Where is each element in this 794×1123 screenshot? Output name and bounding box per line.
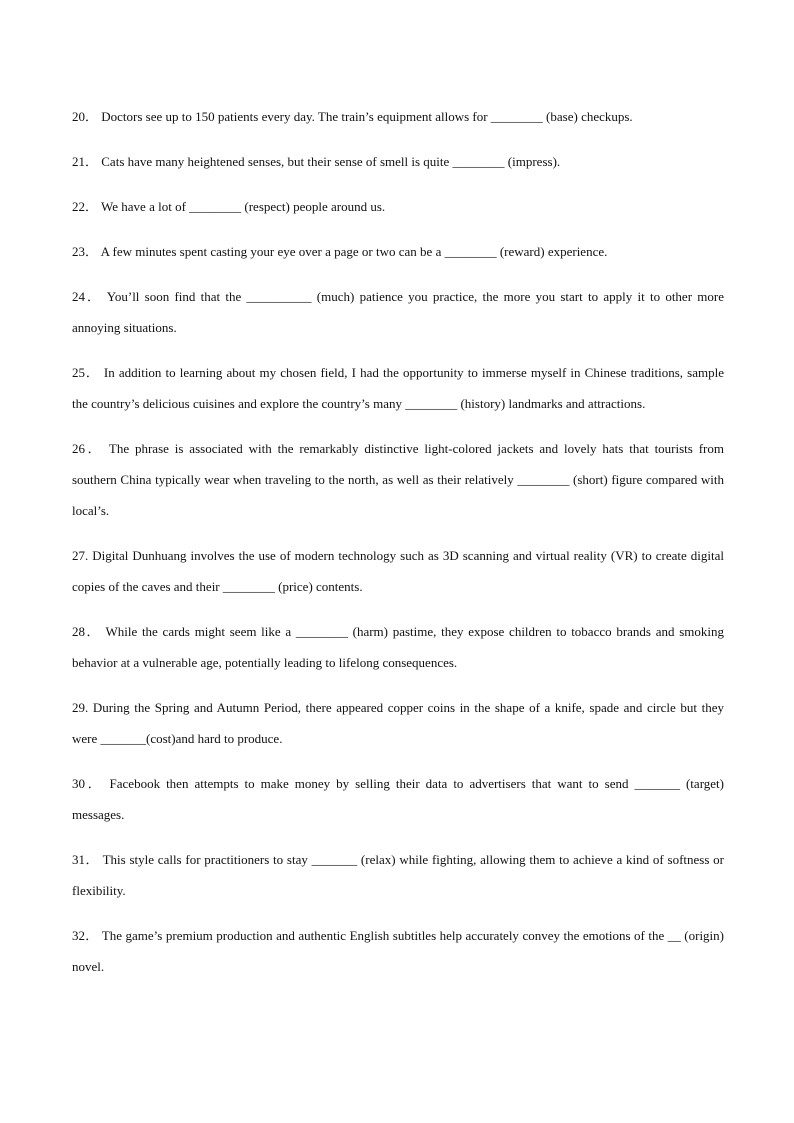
question-22 — [72, 191, 724, 222]
question-number: 24． — [72, 289, 102, 304]
question-number: 29. — [72, 700, 89, 715]
question-number: 27. — [72, 548, 89, 563]
question-text: The phrase is associated with the remarkably distinctive light-colored jackets and lovely hats that tourists from southern China typically wear when traveling to the north, as well as their relatively ________ (short) figure compared with local’s. — [72, 441, 724, 518]
question-text: Doctors see up to 150 patients every day. The train’s equipment allows for ________ (base) checkups. — [101, 109, 633, 124]
question-27 — [72, 540, 724, 602]
question-text: This style calls for practitioners to stay _______ (relax) while fighting, allowing them to achieve a kind of softness or flexibility. — [72, 852, 725, 898]
document-page — [72, 101, 724, 996]
question-26 — [72, 433, 724, 526]
question-30 — [72, 768, 724, 830]
question-number: 25． — [72, 365, 100, 380]
question-text: A few minutes spent casting your eye over a page or two can be a ________ (reward) experience. — [100, 244, 608, 259]
question-29 — [72, 692, 724, 754]
question-text: In addition to learning about my chosen field, I had the opportunity to immerse myself in Chinese traditions, sample the country’s delicious cuisines and explore the country’s many ________ (history) landmarks and attractions. — [72, 365, 724, 411]
question-number: 21． — [72, 154, 99, 169]
question-number: 32． — [72, 928, 99, 943]
question-28 — [72, 616, 724, 678]
question-text: You’ll soon find that the __________ (much) patience you practice, the more you start to apply it to other more annoying situations. — [72, 289, 724, 335]
question-25 — [72, 357, 724, 419]
question-text: We have a lot of ________ (respect) people around us. — [101, 199, 386, 214]
question-text: During the Spring and Autumn Period, there appeared copper coins in the shape of a knife, spade and circle but they were _______(cost)and hard to produce. — [72, 700, 724, 746]
question-number: 28． — [72, 624, 101, 639]
question-32 — [72, 920, 724, 982]
question-number: 26． — [72, 441, 104, 456]
question-number: 20． — [72, 109, 99, 124]
question-text: Digital Dunhuang involves the use of modern technology such as 3D scanning and virtual reality (VR) to create digital copies of the caves and their ________ (price) contents. — [72, 548, 724, 594]
question-number: 22． — [72, 199, 99, 214]
question-21 — [72, 146, 724, 177]
question-number: 30． — [72, 776, 104, 791]
question-text: Cats have many heightened senses, but their sense of smell is quite ________ (impress). — [101, 154, 561, 169]
question-23 — [72, 236, 724, 267]
question-31 — [72, 844, 724, 906]
question-20 — [72, 101, 724, 132]
question-text: While the cards might seem like a ________ (harm) pastime, they expose children to tobacco brands and smoking behavior at a vulnerable age, potentially leading to lifelong consequences. — [72, 624, 724, 670]
question-number: 31． — [72, 852, 100, 867]
question-24 — [72, 281, 724, 343]
question-text: Facebook then attempts to make money by selling their data to advertisers that want to send _______ (target) messages. — [72, 776, 724, 822]
question-number: 23． — [72, 244, 99, 259]
question-text: The game’s premium production and authentic English subtitles help accurately convey the emotions of the __ (origin) novel. — [72, 928, 725, 974]
